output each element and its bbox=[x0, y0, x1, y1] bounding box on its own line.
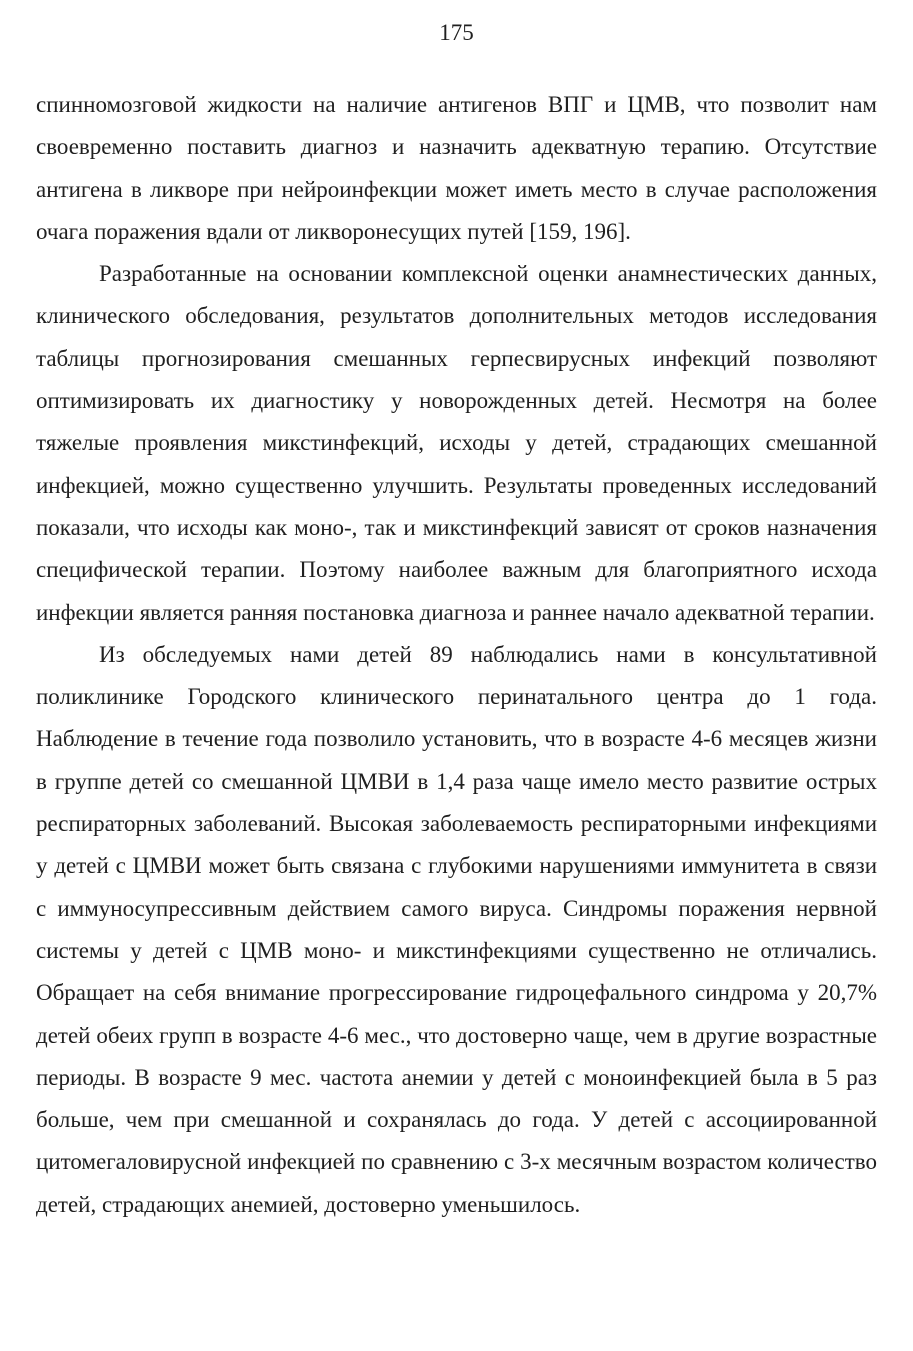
page-number: 175 bbox=[439, 20, 474, 45]
paragraph-followup-observation: Из обследуемых нами детей 89 наблюдались нами в консультативной поликлинике Городского клинического перинатального центра до 1 года. Наблюдение в течение года позволило установить, что в возрасте 4-6 месяцев жизни в группе детей со смешанной ЦМВИ в 1,4 раза чаще имело место развитие острых респираторных заболеваний. Высокая заболеваемость респираторными инфекциями у детей с ЦМВИ может быть связана с глубокими нарушениями иммунитета в связи с иммуносупрессивным действием самого вируса. Синдромы поражения нервной системы у детей с ЦМВ моно- и микстинфекциями существенно не отличались. Обращает на себя внимание прогрессирование гидроцефального синдрома у 20,7% детей обеих групп в возрасте 4-6 мес., что достоверно чаще, чем в другие возрастные периоды. В возрасте 9 мес. частота анемии у детей с моноинфекцией была в 5 раз больше, чем при смешанной и сохранялась до года. У детей с ассоциированной цитомегаловирусной инфекцией по сравнению с 3-х месячным возрастом количество детей, страдающих анемией, достоверно уменьшилось. bbox=[36, 641, 877, 1217]
paragraph-continuation: спинномозговой жидкости на наличие антигенов ВПГ и ЦМВ, что позволит нам своевременно поставить диагноз и назначить адекватную терапию. Отсутствие антигена в ликворе при нейроинфекции может иметь место в случае расположения очага поражения вдали от ликворонесущих путей [159, 196]. bbox=[36, 92, 877, 244]
paragraph-prognosis-tables: Разработанные на основании комплексной оценки анамнестических данных, клинического обследования, результатов дополнительных методов исследования таблицы прогнозирования смешанных герпесвирусных инфекций позволяют оптимизировать их диагностику у новорожденных детей. Несмотря на более тяжелые проявления микстинфекций, исходы у детей, страдающих смешанной инфекцией, можно существенно улучшить. Результаты проведенных исследований показали, что исходы как моно-, так и микстинфекций зависят от сроков назначения специфической терапии. Поэтому наиболее важным для благоприятного исхода инфекции является ранняя постановка диагноза и раннее начало адекватной терапии. bbox=[36, 261, 877, 625]
